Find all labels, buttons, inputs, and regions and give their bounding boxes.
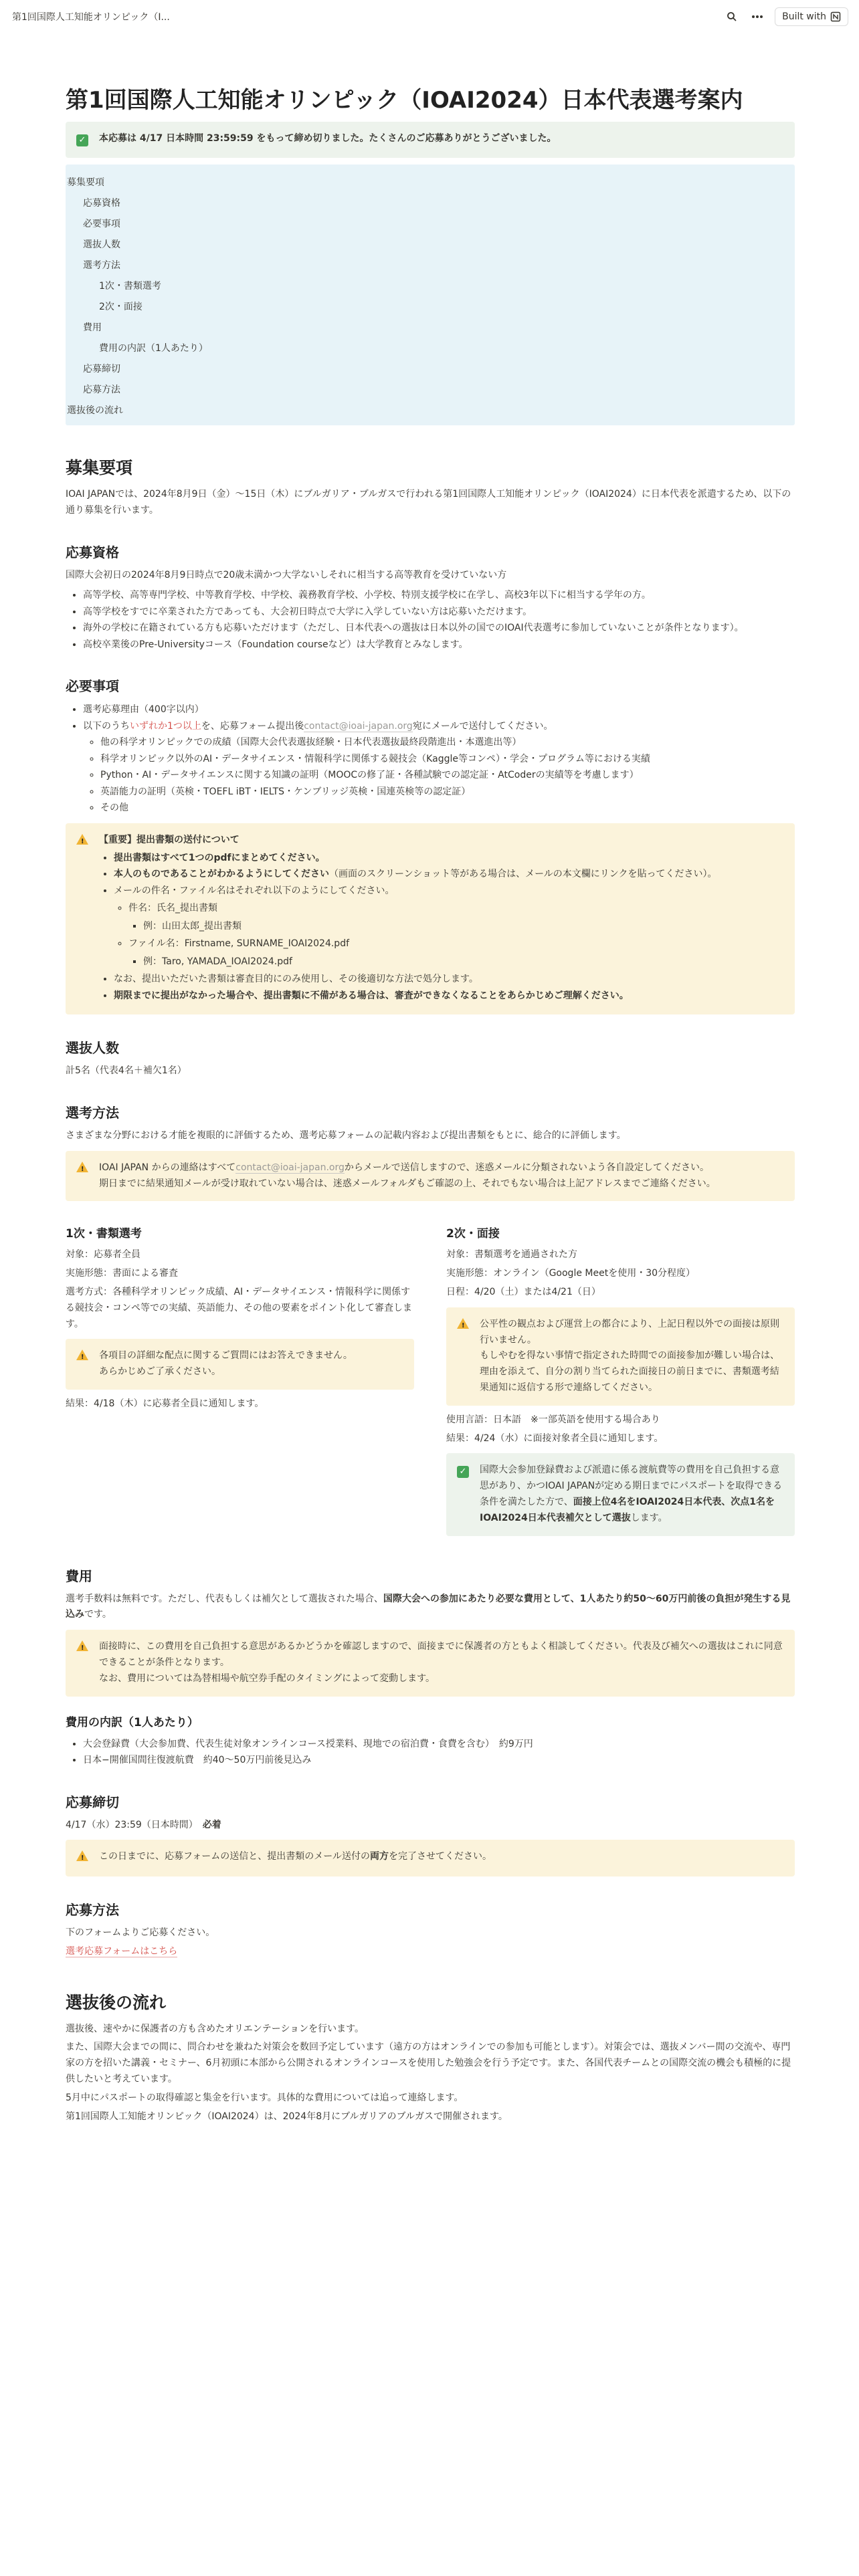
boshu-text: IOAI JAPANでは、2024年8月9日（金）〜15日（木）にブルガリア・ブルガスで行われる第1回国際人工知能オリンピック（IOAI2024）に日本代表を派遣するため、以下の通り募集を行います。 <box>66 488 791 516</box>
text: です。 <box>84 1609 112 1620</box>
text: 選考手数料は無料です。ただし、代表もしくは補欠として選抜された場合、 <box>66 1593 383 1604</box>
after-p2: また、国際大会までの間に、問合わせを兼ねた対策会を数回予定しています（遠方の方はオンラインでの参加も可能とします）。対策会では、選抜メンバー間の交流や、専門家の方を招いた講義・セミナー、6月初頭に本部から公開されるオンラインコースを使用した勉強会を行う予定です。また、各国代表チームとの国際交流の機会も積極的に提供したいと考えています。 <box>66 2042 791 2085</box>
second-date: 日程：4/20（土）または4/21（日） <box>446 1286 601 1297</box>
check-icon: ✓ <box>457 1466 469 1478</box>
list-item: ▪ 例：Taro, YAMADA_IOAI2024.pdf <box>143 954 784 970</box>
contact-callout <box>66 1151 795 1202</box>
list-item <box>114 883 784 970</box>
toc-item-uchiwake[interactable]: 費用の内訳（1人あたり） <box>99 342 208 354</box>
text: なお、費用については為替相場や航空券手配のタイミングによって変動します。 <box>99 1673 436 1684</box>
built-with-label: Built with <box>782 11 826 22</box>
text: 期限までに提出がなかった場合や、提出書類に不備がある場合は、審査ができなくなることをあらかじめご理解ください。 <box>114 990 629 1001</box>
shikaku-heading: 応募資格 <box>66 544 119 560</box>
hoho-text: 下のフォームよりご応募ください。 <box>66 1927 215 1939</box>
warning-icon <box>76 1850 88 1861</box>
hoho-heading: 応募方法 <box>66 1902 119 1919</box>
text: IOAI JAPAN からの連絡はすべて <box>99 1162 236 1173</box>
table-of-contents <box>66 165 795 425</box>
text: 4/17（水）23:59（日本時間） <box>66 1819 193 1830</box>
list-item <box>128 900 784 934</box>
first-heading: 1次・書類選考 <box>66 1227 142 1241</box>
text: この日までに、応募フォームの送信と、提出書類のメール送付の <box>99 1851 371 1862</box>
list-item: • 日本−開催国間往復渡航費 約40〜50万円前後見込み <box>83 1752 795 1769</box>
text: 必着 <box>202 1819 221 1830</box>
text: 国際大会参加登録費および派遣に係る渡航費等の費用を自己負担する意思があり、かつIOAI JAPANが定める期日までにパスポートを取得できる条件を満たした方で、 <box>480 1465 783 1507</box>
list-item: ▪ 例：山田太郎_提出書類 <box>143 918 784 935</box>
list-item <box>114 988 784 1004</box>
list-item <box>128 936 784 970</box>
text: 両方 <box>370 1851 389 1862</box>
warning-icon <box>76 1640 88 1651</box>
senbatsu-heading: 選抜人数 <box>66 1040 119 1057</box>
list-item: ◦ その他 <box>100 800 795 817</box>
important-callout <box>66 823 795 1014</box>
senbatsu-text: 計5名（代表4名＋補欠1名） <box>66 1065 187 1077</box>
contact-email-link[interactable]: contact@ioai-japan.org <box>304 720 413 732</box>
first-format: 実施形態：書面による審査 <box>66 1268 178 1279</box>
text: 宛にメールで送付してください。 <box>412 720 553 732</box>
toc-item-after[interactable]: 選抜後の流れ <box>67 405 123 416</box>
list-item: ◦ 他の科学オリンピックでの成績（国際大会代表選抜経験・日本代表選抜最終段階進出・本選進出等） <box>100 734 795 751</box>
second-heading: 2次・面接 <box>446 1227 500 1241</box>
text: を、応募フォーム提出後 <box>201 720 304 732</box>
list-item: • 高等学校、高等専門学校、中等教育学校、中学校、義務教育学校、小学校、特別支援学校に在学し、高校3年以下に相当する学年の方。 <box>83 587 795 604</box>
search-icon[interactable] <box>724 9 740 25</box>
after-p1: 選抜後、速やかに保護者の方も含めたオリエンテーションを行います。 <box>66 2023 365 2034</box>
toc-item-hitsuyo[interactable]: 必要事項 <box>83 218 120 229</box>
hiyo-text <box>66 1592 795 1624</box>
second-format: 実施形態：オンライン（Google Meetを使用・30分程度） <box>446 1268 696 1279</box>
toc-item-hoho[interactable]: 応募方法 <box>83 384 120 395</box>
hiyo-heading: 費用 <box>66 1568 92 1584</box>
boshu-heading: 募集要項 <box>66 457 133 477</box>
page-content <box>66 86 795 2127</box>
toc-item-hiyo[interactable]: 費用 <box>83 322 102 333</box>
toc-item-second[interactable]: 2次・面接 <box>99 301 142 312</box>
text: 面接上位4名をIOAI2024日本代表、次点1名をIOAI2024日本代表補欠として選抜 <box>480 1496 775 1523</box>
top-bar <box>0 0 859 33</box>
text: 以下のうち <box>83 720 130 732</box>
first-stage-column <box>66 1214 414 1542</box>
closed-notice-text: 本応募は 4/17 日本時間 23:59:59 をもって締め切りました。たくさんのご応募ありがとうございました。 <box>99 133 557 144</box>
shimekiri-callout <box>66 1840 795 1876</box>
text: からメールで送信しますので、迷惑メールに分類されないよう各自設定してください。 <box>344 1162 710 1173</box>
toc-item-senbatsu[interactable]: 選抜人数 <box>83 239 120 250</box>
toc-item-shikaku[interactable]: 応募資格 <box>83 197 120 209</box>
second-callout <box>446 1307 795 1406</box>
first-callout <box>66 1339 414 1390</box>
senko-heading: 選考方法 <box>66 1104 119 1121</box>
list-item: • 海外の学校に在籍されている方も応募いただけます（ただし、日本代表への選抜は日本以外の国でのIOAI代表選考に参加していないことが条件となります）。 <box>83 620 795 637</box>
text: 面接時に、この費用を自己負担する意思があるかどうかを確認しますので、面接までに保護者の方ともよく相談してください。代表及び補欠への選抜はこれに同意できることが条件となります。 <box>99 1641 783 1668</box>
more-icon[interactable] <box>749 9 765 25</box>
uchiwake-list <box>66 1736 795 1769</box>
list-item: • 高等学校をすでに卒業された方であっても、大会初日時点で大学に入学していない方は応募いただけます。 <box>83 604 795 621</box>
text: （画面のスクリーンショット等がある場合は、メールの本文欄にリンクを貼ってください）。 <box>329 869 717 880</box>
list-item: • 選考応募理由（400字以内） <box>83 702 795 718</box>
list-item: ◦ 英語能力の証明（英検・TOEFL iBT・IELTS・ケンブリッジ英検・国連英検等の認定証） <box>100 784 795 800</box>
second-target: 対象：書類選考を通過された方 <box>446 1249 577 1261</box>
page-tab-title: 第1回国際人工知能オリンピック（I... <box>12 12 170 23</box>
warning-icon <box>76 834 88 845</box>
text: 公平性の観点および運営上の都合により、上記日程以外での面接は原則行いません。 <box>480 1318 779 1346</box>
second-language: 使用言語：日本語 ※一部英語を使用する場合あり <box>446 1414 660 1425</box>
shimekiri-heading: 応募締切 <box>66 1794 119 1810</box>
first-target: 対象：応募者全員 <box>66 1249 140 1261</box>
check-icon: ✓ <box>76 134 88 146</box>
list-item: • 大会登録費（大会参加費、代表生徒対象オンラインコース授業料、現地での宿泊費・食費を含む） 約9万円 <box>83 1736 795 1753</box>
text: 国際大会への参加にあたり必要な費用として、1人あたり約50〜60万円前後の負担が発生する見込み <box>66 1593 791 1620</box>
toc-item-first[interactable]: 1次・書類選考 <box>99 280 161 292</box>
application-form-link[interactable]: 選考応募フォームはこちら <box>66 1945 178 1957</box>
first-result: 結果：4/18（木）に応募者全員に通知します。 <box>66 1398 264 1409</box>
warning-icon <box>76 1350 88 1360</box>
notion-logo-icon <box>830 11 841 22</box>
contact-email-link[interactable]: contact@ioai-japan.org <box>235 1162 345 1173</box>
shikaku-list <box>66 587 795 653</box>
important-title: 【重要】提出書類の送付について <box>99 834 240 845</box>
toc-item-senko[interactable]: 選考方法 <box>83 259 120 271</box>
warning-icon <box>76 1162 88 1172</box>
closed-notice-callout <box>66 122 795 158</box>
uchiwake-heading: 費用の内訳（1人あたり） <box>66 1715 199 1729</box>
shikaku-intro: 国際大会初日の2024年8月9日時点で20歳未満かつ大学ないしそれに相当する高等教育を受けていない方 <box>66 569 507 580</box>
after-p4: 第1回国際人工知能オリンピック（IOAI2024）は、2024年8月にブルガリアのブルガスで開催されます。 <box>66 2111 508 2122</box>
selection-columns <box>66 1214 795 1542</box>
text: もしやむを得ない事情で指定された時間での面接参加が難しい場合は、理由を添えて、自分の割り当てられた面接日の前日までに、書類選考結果通知に返信する形で連絡してください。 <box>480 1350 779 1393</box>
text: あらかじめご了承ください。 <box>99 1366 221 1378</box>
hitsuyo-list <box>66 702 795 817</box>
toc-item-boshu[interactable]: 募集要項 <box>67 177 104 188</box>
text: 期日までに結果通知メールが受け取れていない場合は、迷惑メールフォルダもご確認の上、それでもない場合は上記アドレスまでご連絡ください。 <box>99 1178 716 1189</box>
hoho-link-row <box>66 1944 795 1960</box>
text: を完了させてください。 <box>389 1851 492 1862</box>
list-item: ◦ Python・AI・データサイエンスに関する知識の証明（MOOCの修了証・各種試験での認定証・AtCoderの実績等を考慮します） <box>100 767 795 784</box>
page-title: 第1回国際人工知能オリンピック（IOAI2024）日本代表選考案内 <box>66 87 743 114</box>
text: ファイル名：Firstname, SURNAME_IOAI2024.pdf <box>128 938 350 950</box>
list-item <box>114 850 784 867</box>
text: 提出書類はすべて1つのpdfにまとめてください。 <box>114 852 325 863</box>
selection-result-callout <box>446 1453 795 1535</box>
topbar-actions <box>724 7 848 26</box>
shimekiri-date <box>66 1818 795 1834</box>
list-item: ◦ 科学オリンピック以外のAI・データサイエンス・情報科学に関係する競技会（Kaggle等コンペ）・学会・プログラム等における実績 <box>100 751 795 768</box>
list-item <box>83 718 795 817</box>
senko-text: さまざまな分野における才能を複眼的に評価するため、選考応募フォームの記載内容および提出書類をもとに、総合的に評価します。 <box>66 1130 626 1141</box>
second-stage-column <box>446 1214 795 1542</box>
toc-item-shimekiri[interactable]: 応募締切 <box>83 363 120 374</box>
list-item <box>114 866 784 883</box>
text: 件名：氏名_提出書類 <box>128 903 217 914</box>
hitsuyo-heading: 必要事項 <box>66 678 119 695</box>
after-p3: 5月中にパスポートの取得確認と集金を行います。具体的な費用については追って連絡します。 <box>66 2092 464 2103</box>
second-result: 結果：4/24（水）に面接対象者全員に通知します。 <box>446 1432 664 1444</box>
text: 本人のものであることがわかるようにしてください <box>114 869 329 880</box>
list-item: • 高校卒業後のPre-Universityコース（Foundation courseなど）は大学教育とみなします。 <box>83 637 795 653</box>
hiyo-callout <box>66 1630 795 1696</box>
text: します。 <box>630 1512 668 1523</box>
after-heading: 選抜後の流れ <box>66 1992 167 2012</box>
red-text: いずれか1つ以上 <box>130 720 201 732</box>
list-item: • なお、提出いただいた書類は審査目的にのみ使用し、その後適切な方法で処分します。 <box>114 971 784 988</box>
text: 各項目の詳細な配点に関するご質問にはお答えできません。 <box>99 1350 353 1362</box>
built-with-button[interactable] <box>775 7 848 26</box>
warning-icon <box>457 1318 469 1329</box>
text: メールの件名・ファイル名はそれぞれ以下のようにしてください。 <box>114 885 395 896</box>
first-method: 選考方式：各種科学オリンピック成績、AI・データサイエンス・情報科学に関係する競技会・コンペ等での実績、英語能力、その他の要素をポイント化して審査します。 <box>66 1286 412 1329</box>
